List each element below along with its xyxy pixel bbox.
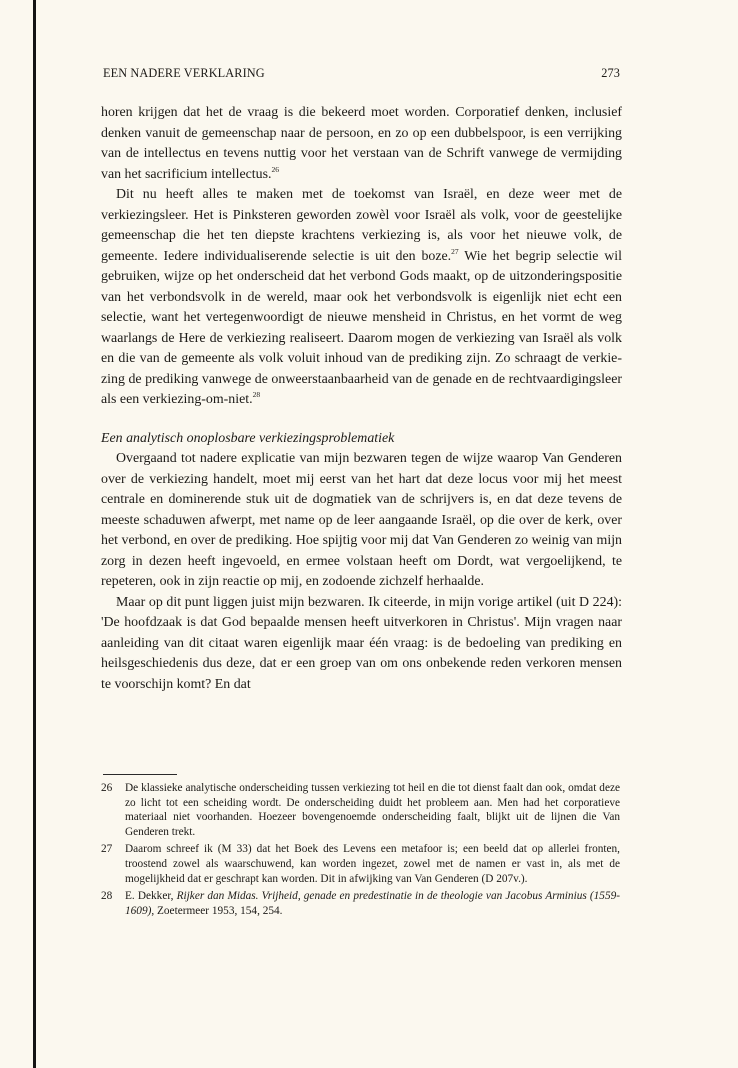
footnote-number: 26	[101, 782, 113, 794]
footnote-divider	[103, 774, 177, 775]
paragraph-text: Dit nu heeft alles te maken met de toekomst van Israël, en deze weer met de verkiezingsleer. Het is Pinksteren geworden zowèl voor Israël als volk, voor de geestelijke gemeenschap die het ten diepste krachtens verkiezing is, als voor het nieuwe volk, de gemeente. Iedere individualiserende selectie is uit den boze.	[101, 187, 622, 264]
footnote-ref: 27	[451, 246, 459, 256]
footnotes	[101, 781, 620, 921]
section-heading: Een analytisch onoplosbare verkiezingsproblematiek	[101, 430, 395, 446]
footnote-number: 27	[101, 843, 113, 856]
running-title: EEN NADERE VERKLARING	[103, 66, 265, 80]
footnote-text: Daarom schreef ik (M 33) dat het Boek des Levens een metafoor is; een beeld dat op allerlei fronten, troostend zowel als waarschuwend, kan worden ingezet, zowel met de namen er vast in, als met de mogelijkheid dat er geschrapt kan worden. Dit in afwijking van Van Genderen (D 207v.).	[125, 843, 620, 885]
paragraph-text: horen krijgen dat het de vraag is die bekeerd moet worden. Corporatief denken, inclusief denken vanuit de gemeenschap naar de persoon, en zo op een dubbelspoor, is een verrijking van de intellectus en tevens nuttig voor het verstaan van de Schrift vanwege de vermijding van het sacrificium intellectus.	[101, 105, 622, 182]
binding-edge	[33, 0, 36, 1068]
paragraph-text: Wie het begrip selectie wil gebruiken, wijze op het onderscheid dat het verbond Gods maakt, op de uitzonderingspositie van het verbondsvolk in de wereld, maar ook het verbondsvolk is eigenlijk niet echt een selectie, want het vertegenwoordigt de nieuwe mensheid in Christus, en het vormt de weg waarlangs de Here de verkiezing realiseert. Daarom mogen de verkiezing van Israël als volk en die van de gemeente als volk voluit inhoud van de prediking zijn. Zo schraagt de verkiezing de prediking vanwege de onweerstaanbaarheid van de genade en de rechtvaardigingsleer als een verkiezing-om-niet.	[101, 248, 623, 407]
paragraph	[101, 185, 622, 411]
page-number: 273	[601, 66, 620, 80]
footnote-text: De klassieke analytische onderscheiding tussen verkiezing tot heil en die tot dienst faalt dan ook, omdat deze zo licht tot een scheiding wordt. De onderscheiding duidt het probleem aan. Men had het corporatieve materiaal niet voorhanden. Hoezeer bovengenoemde onderscheiding faalt, blijkt uit de lijnen die Van Genderen trekt.	[125, 782, 620, 838]
footnote	[101, 889, 620, 918]
footnote	[101, 842, 620, 886]
footnote-ref: 28	[252, 390, 261, 399]
main-text	[101, 103, 622, 695]
footnote-book-title: Rijker dan Midas. Vrijheid, genade en predestinatie in de theologie van Jacobus Arminius (1559-1609)	[125, 890, 621, 917]
paragraph	[101, 103, 622, 185]
footnote-number: 28	[101, 890, 113, 903]
paragraph: Overgaand tot nadere explicatie van mijn bezwaren tegen de wijze waarop Van Genderen over de verkiezing handelt, moet mij eerst van het hart dat deze locus voor mij het meest centrale en dominerende stuk uit de dogmatiek van de schrijvers is, en dat deze tevens de meeste schaduwen afwerpt, met name op de leer aangaande Israël, op die over de kerk, over het verbond, en over de prediking. Hoe spijtig voor mij dat Van Genderen zo weinig van mijn zorg in dezen heeft ingevoeld, en ermee volstaan heeft om Dordt, wat vergoelijkend, te repeteren, ook in zijn reactie op mij, en zodoende zichzelf herhaalde.	[101, 451, 622, 589]
footnote-author: E. Dekker,	[125, 890, 177, 903]
footnote-text: , Zoetermeer 1953, 154, 254.	[151, 904, 283, 917]
paragraph: Maar op dit punt liggen juist mijn bezwaren. Ik citeerde, in mijn vorige artikel (uit D 224): 'De hoofdzaak is dat God bepaalde mensen heeft uitverkoren in Christus'. Mijn vragen naar aanleiding van dit citaat waren eigenlijk maar één vraag: is de bedoeling van prediking en heilsgeschiedenis dus deze, dat er een groep van om ons onbekende reden verkoren mensen te voorschijn komt? En dat	[101, 594, 622, 692]
footnote	[101, 781, 620, 839]
footnote-ref: 26	[271, 164, 279, 174]
